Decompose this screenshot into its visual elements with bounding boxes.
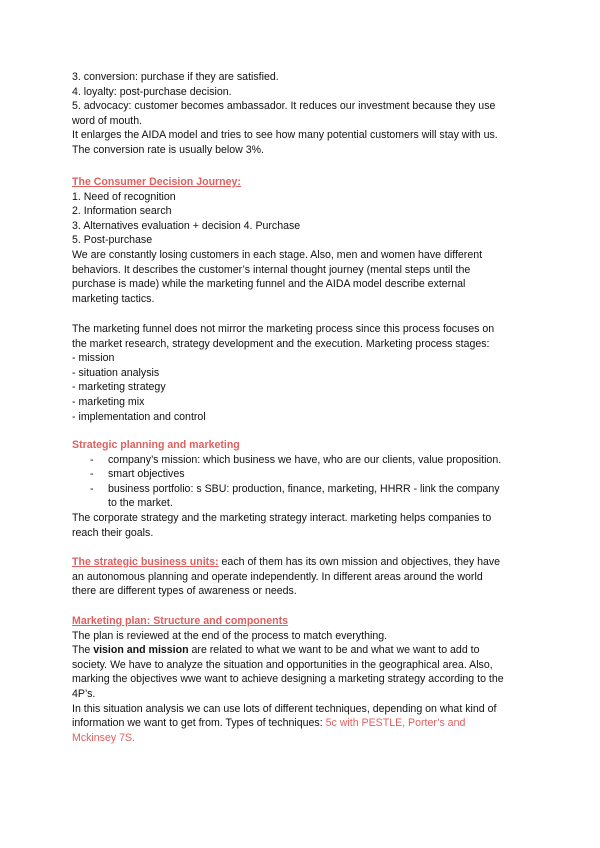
section-heading: Strategic planning and marketing <box>72 439 240 451</box>
bullet-text: company’s mission: which business we have, who are our clients, value proposition. <box>108 453 502 466</box>
bullet-text: smart objectives <box>108 468 185 481</box>
section-heading: The Consumer Decision Journey: <box>72 176 241 188</box>
bullet-item <box>72 453 532 468</box>
text-line: there are different types of awareness or needs. <box>72 585 297 598</box>
text-line: 3. conversion: purchase if they are satisfied. <box>72 71 279 83</box>
bullet-dash: - <box>90 468 94 481</box>
section-strategic-business-units <box>72 555 532 599</box>
list-item: 1. Need of recognition <box>72 190 176 203</box>
bold-span: vision and mission <box>93 644 189 657</box>
section-strategic-planning <box>72 438 532 540</box>
list-item: - mission <box>72 352 115 365</box>
text-line: The corporate strategy and the marketing strategy interact. marketing helps companies to <box>72 511 492 524</box>
section-heading: Marketing plan: Structure and components <box>72 615 289 627</box>
text-line: 4P’s. <box>72 687 96 700</box>
list-item: - marketing mix <box>72 395 145 408</box>
bullet-dash: - <box>90 482 94 495</box>
section-consumer-decision-journey <box>72 175 532 306</box>
text-line: It enlarges the AIDA model and tries to see how many potential customers will stay with us. <box>72 129 498 142</box>
section-marketing-process <box>72 322 532 424</box>
text-span: each of them has its own mission and objectives, they have <box>218 556 501 568</box>
section-customer-journey-end <box>72 70 532 158</box>
list-item: 3. Alternatives evaluation + decision 4. Purchase <box>72 219 301 232</box>
section-marketing-plan <box>72 614 532 745</box>
list-item: 5. Post-purchase <box>72 234 153 247</box>
text-line: marking the objectives wwe want to achieve designing a marketing strategy according to the <box>72 673 504 686</box>
bullet-item <box>72 482 532 511</box>
text-line <box>72 643 532 658</box>
bullet-dash: - <box>90 453 94 466</box>
text-line: word of mouth. <box>72 114 143 127</box>
text-line: behaviors. It describes the customer’s internal thought journey (mental steps until the <box>72 263 471 276</box>
text-line <box>72 716 532 731</box>
highlight-span: 5c with PESTLE, Porter’s and <box>325 717 466 730</box>
bullet-text: to the market. <box>108 497 173 510</box>
list-item: 2. Information search <box>72 205 172 218</box>
text-line: The conversion rate is usually below 3%. <box>72 143 264 156</box>
text-line: an autonomous planning and operate independently. In different areas around the world <box>72 570 483 583</box>
text-span: are related to what we want to be and what we want to add to <box>188 644 480 657</box>
highlight-line: Mckinsey 7S. <box>72 731 135 744</box>
text-line: purchase is made) while the marketing funnel and the AIDA model describe external <box>72 278 466 291</box>
text-line: reach their goals. <box>72 526 154 539</box>
text-line: society. We have to analyze the situation and opportunities in the geographical area. Also, <box>72 658 493 671</box>
bullet-item <box>72 467 532 482</box>
text-span: The <box>72 644 94 657</box>
text-line: We are constantly losing customers in each stage. Also, men and women have different <box>72 248 483 261</box>
text-line: 5. advocacy: customer becomes ambassador. It reduces our investment because they use <box>72 100 496 113</box>
text-line <box>72 555 532 570</box>
list-item: - situation analysis <box>72 366 160 379</box>
list-item: - marketing strategy <box>72 381 166 394</box>
text-line: The plan is reviewed at the end of the process to match everything. <box>72 629 388 642</box>
text-line: In this situation analysis we can use lots of different techniques, depending on what kind of <box>72 702 497 715</box>
text-line: The marketing funnel does not mirror the marketing process since this process focuses on <box>72 323 495 335</box>
text-line: 4. loyalty: post-purchase decision. <box>72 85 232 98</box>
inline-heading: The strategic business units: <box>72 556 219 568</box>
text-line: marketing tactics. <box>72 292 155 305</box>
bullet-text: business portfolio: s SBU: production, finance, marketing, HHRR - link the company <box>108 482 500 495</box>
text-line: the market research, strategy development and the execution. Marketing process stages: <box>72 337 490 350</box>
list-item: - implementation and control <box>72 410 206 423</box>
text-span: information we want to get from. Types of techniques: <box>72 717 326 730</box>
